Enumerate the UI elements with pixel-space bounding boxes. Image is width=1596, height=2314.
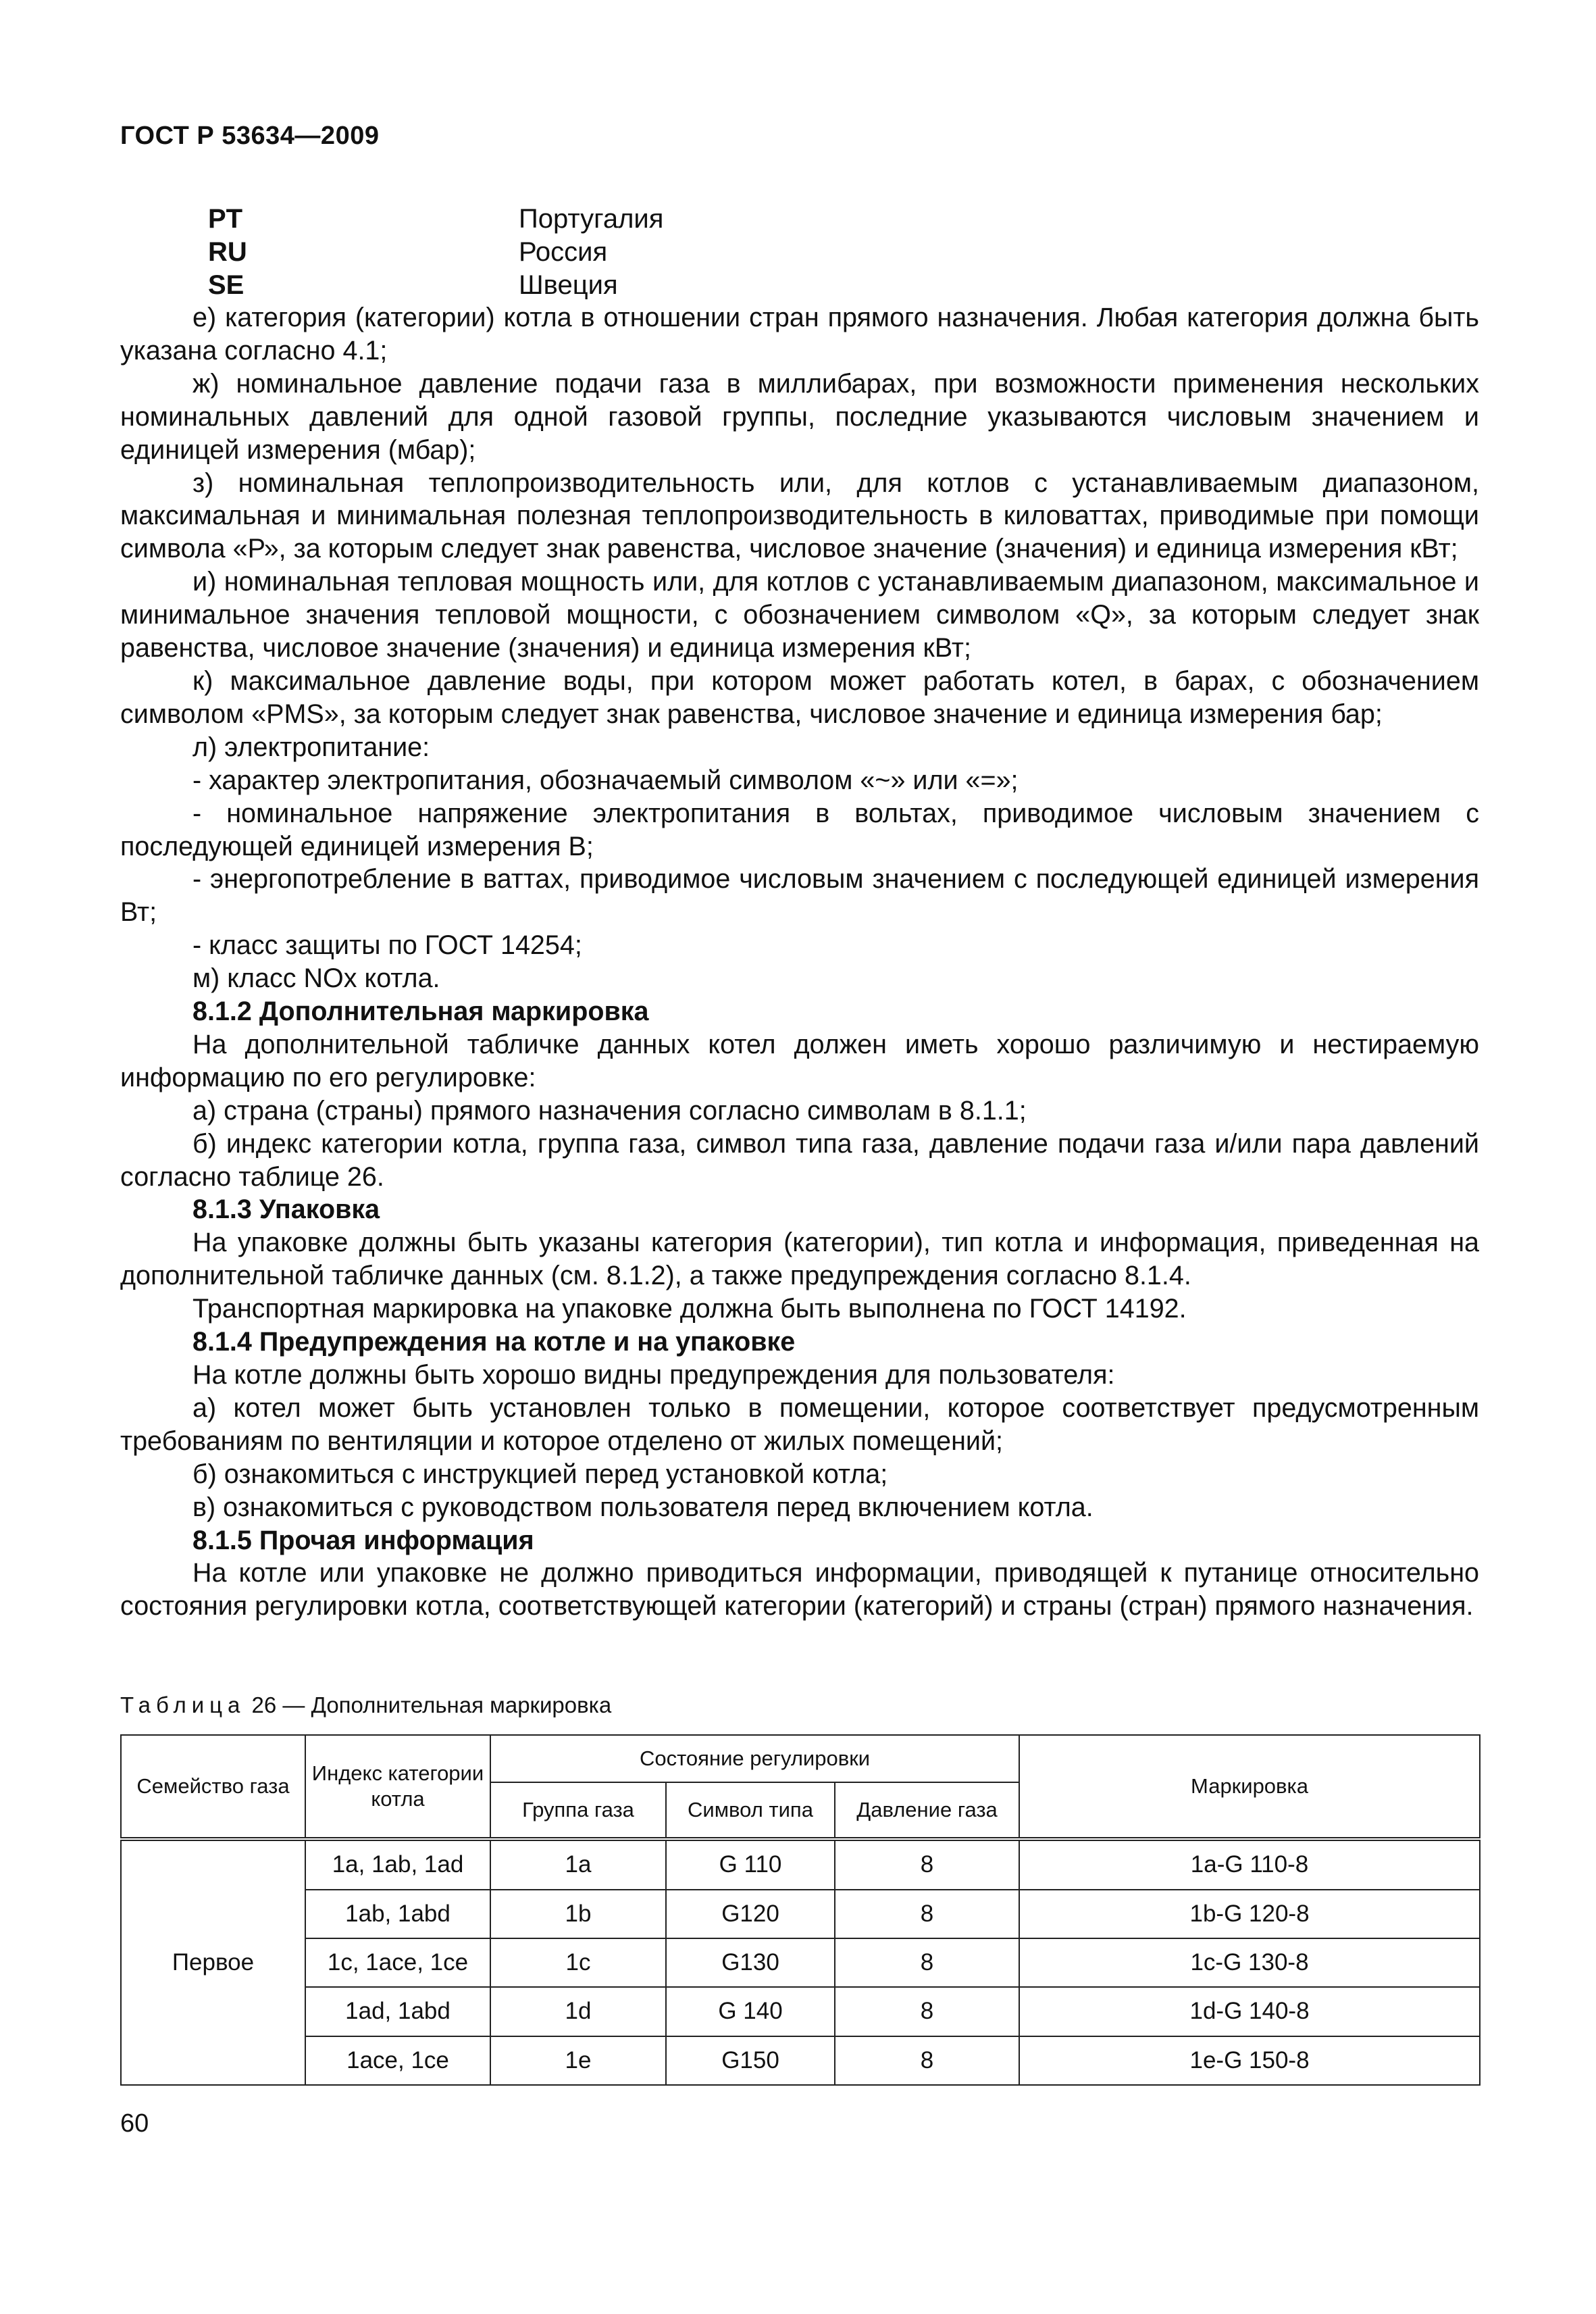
body-paragraph: и) номинальная тепловая мощность или, для котлов с устанавливаемым диапазоном, максимальное и минимальное значения тепловой мощности, с обозначением символом «Q», за которым следует знак равенства, числовое значение (значения) и единица измерения кВт; [120, 567, 1479, 663]
cell-category-index: 1ab, 1abd [305, 1890, 490, 1938]
cell-gas-group: 1d [490, 1987, 666, 2036]
table-row [121, 1987, 1480, 2036]
country-name: Россия [519, 237, 608, 267]
cell-gas-pressure: 8 [835, 1938, 1019, 1987]
table-row [121, 1938, 1480, 1987]
cell-category-index: 1ace, 1ce [305, 2036, 490, 2085]
section-heading: 8.1.3 Упаковка [192, 1194, 380, 1225]
cell-marking: 1c-G 130-8 [1019, 1938, 1480, 1987]
cell-type-symbol: G130 [666, 1938, 835, 1987]
table-row [121, 1839, 1480, 1890]
cell-category-index: 1a, 1ab, 1ad [305, 1839, 490, 1890]
document-body [120, 301, 1479, 1623]
cell-marking: 1b-G 120-8 [1019, 1890, 1480, 1938]
body-paragraph: - энергопотребление в ваттах, приводимое числовым значением с последующей единицей измерения Вт; [120, 864, 1479, 928]
cell-gas-group: 1c [490, 1938, 666, 1987]
marking-table [120, 1734, 1481, 2086]
body-paragraph: м) класс NOx котла. [192, 963, 440, 994]
header-gas-group: Группа газа [490, 1782, 666, 1839]
country-code: PT [208, 204, 243, 234]
cell-marking: 1e-G 150-8 [1019, 2036, 1480, 2085]
body-paragraph: з) номинальная теплопроизводительность или, для котлов с устанавливаемым диапазоном, максимальная и минимальная полезная теплопроизводительность в киловаттах, приводимые при помощи символа «Р», за которым следует знак равенства, числовое значение (значения) и единица измерения кВт; [120, 468, 1479, 564]
body-paragraph: На упаковке должны быть указаны категория (категории), тип котла и информация, приведенная на дополнительной табличке данных (см. 8.1.2), а также предупреждения согласно 8.1.4. [120, 1228, 1479, 1291]
cell-type-symbol: G 110 [666, 1839, 835, 1890]
body-paragraph: б) индекс категории котла, группа газа, символ типа газа, давление подачи газа и/или пара давлений согласно таблице 26. [120, 1128, 1479, 1192]
table-caption [120, 1692, 611, 1718]
header-gas-family: Семейство газа [121, 1735, 305, 1839]
section-heading: 8.1.5 Прочая информация [192, 1525, 534, 1555]
table-row [121, 2036, 1480, 2085]
cell-gas-family: Первое [121, 1839, 305, 2085]
body-paragraph: Транспортная маркировка на упаковке должна быть выполнена по ГОСТ 14192. [192, 1294, 1187, 1324]
country-name: Португалия [519, 204, 664, 234]
cell-marking: 1a-G 110-8 [1019, 1839, 1480, 1890]
header-regulation-state: Состояние регулировки [490, 1735, 1019, 1782]
cell-gas-group: 1b [490, 1890, 666, 1938]
cell-type-symbol: G150 [666, 2036, 835, 2085]
cell-gas-pressure: 8 [835, 1890, 1019, 1938]
cell-gas-group: 1e [490, 2036, 666, 2085]
country-row [208, 236, 663, 269]
cell-type-symbol: G120 [666, 1890, 835, 1938]
body-paragraph: л) электропитание: [192, 732, 430, 762]
cell-gas-pressure: 8 [835, 1987, 1019, 2036]
cell-gas-group: 1a [490, 1839, 666, 1890]
section-heading: 8.1.2 Дополнительная маркировка [192, 997, 649, 1027]
country-code: SE [208, 270, 244, 300]
header-category-index: Индекс категории котла [305, 1735, 490, 1839]
body-paragraph: На дополнительной табличке данных котел должен иметь хорошо различимую и нестираемую информацию по его регулировке: [120, 1029, 1479, 1092]
body-paragraph: - номинальное напряжение электропитания в вольтах, приводимое числовым значением с последующей единицей измерения В; [120, 798, 1479, 861]
header-marking: Маркировка [1019, 1735, 1480, 1839]
body-paragraph: к) максимальное давление воды, при котором может работать котел, в барах, с обозначением символом «PMS», за которым следует знак равенства, числовое значение и единица измерения бар; [120, 665, 1479, 729]
cell-category-index: 1ad, 1abd [305, 1987, 490, 2036]
section-heading: 8.1.4 Предупреждения на котле и на упаковке [192, 1327, 796, 1357]
body-paragraph: а) котел может быть установлен только в помещении, которое соответствует предусмотренным требованиям по вентиляции и которое отделено от жилых помещений; [120, 1392, 1479, 1456]
body-paragraph: а) страна (страны) прямого назначения согласно символам в 8.1.1; [192, 1095, 1027, 1126]
body-paragraph: в) ознакомиться с руководством пользователя перед включением котла. [192, 1492, 1093, 1522]
table-body [121, 1839, 1480, 2085]
country-name: Швеция [519, 270, 618, 300]
table-caption-title: 26 — Дополнительная маркировка [245, 1692, 612, 1717]
body-paragraph: - характер электропитания, обозначаемый символом «~» или «=»; [192, 765, 1019, 795]
body-paragraph: е) категория (категории) котла в отношении стран прямого назначения. Любая категория должна быть указана согласно 4.1; [120, 303, 1479, 366]
table-caption-prefix: Таблица [120, 1692, 246, 1717]
table-row [121, 1890, 1480, 1938]
body-paragraph: На котле или упаковке не должно приводиться информации, приводящей к путанице относительно состояния регулировки котла, соответствующей категории (категорий) и страны (стран) прямого назначения. [120, 1558, 1479, 1621]
cell-marking: 1d-G 140-8 [1019, 1987, 1480, 2036]
country-list [208, 203, 663, 302]
country-row [208, 269, 663, 302]
body-paragraph: б) ознакомиться с инструкцией перед установкой котла; [192, 1459, 888, 1489]
body-paragraph: - класс защиты по ГОСТ 14254; [192, 930, 582, 961]
cell-type-symbol: G 140 [666, 1987, 835, 2036]
header-gas-pressure: Давление газа [835, 1782, 1019, 1839]
body-paragraph: На котле должны быть хорошо видны предупреждения для пользователя: [192, 1360, 1115, 1390]
header-type-symbol: Символ типа [666, 1782, 835, 1839]
country-row [208, 203, 663, 236]
body-paragraph: ж) номинальное давление подачи газа в миллибарах, при возможности применения нескольких номинальных давлений для одной газовой группы, последние указываются числовым значением и единицей измерения (мбар); [120, 368, 1479, 465]
country-code: RU [208, 237, 247, 267]
cell-category-index: 1c, 1ace, 1ce [305, 1938, 490, 1987]
page-number: 60 [120, 2109, 149, 2138]
cell-gas-pressure: 8 [835, 2036, 1019, 2085]
document-standard-id: ГОСТ Р 53634—2009 [120, 122, 380, 150]
cell-gas-pressure: 8 [835, 1839, 1019, 1890]
